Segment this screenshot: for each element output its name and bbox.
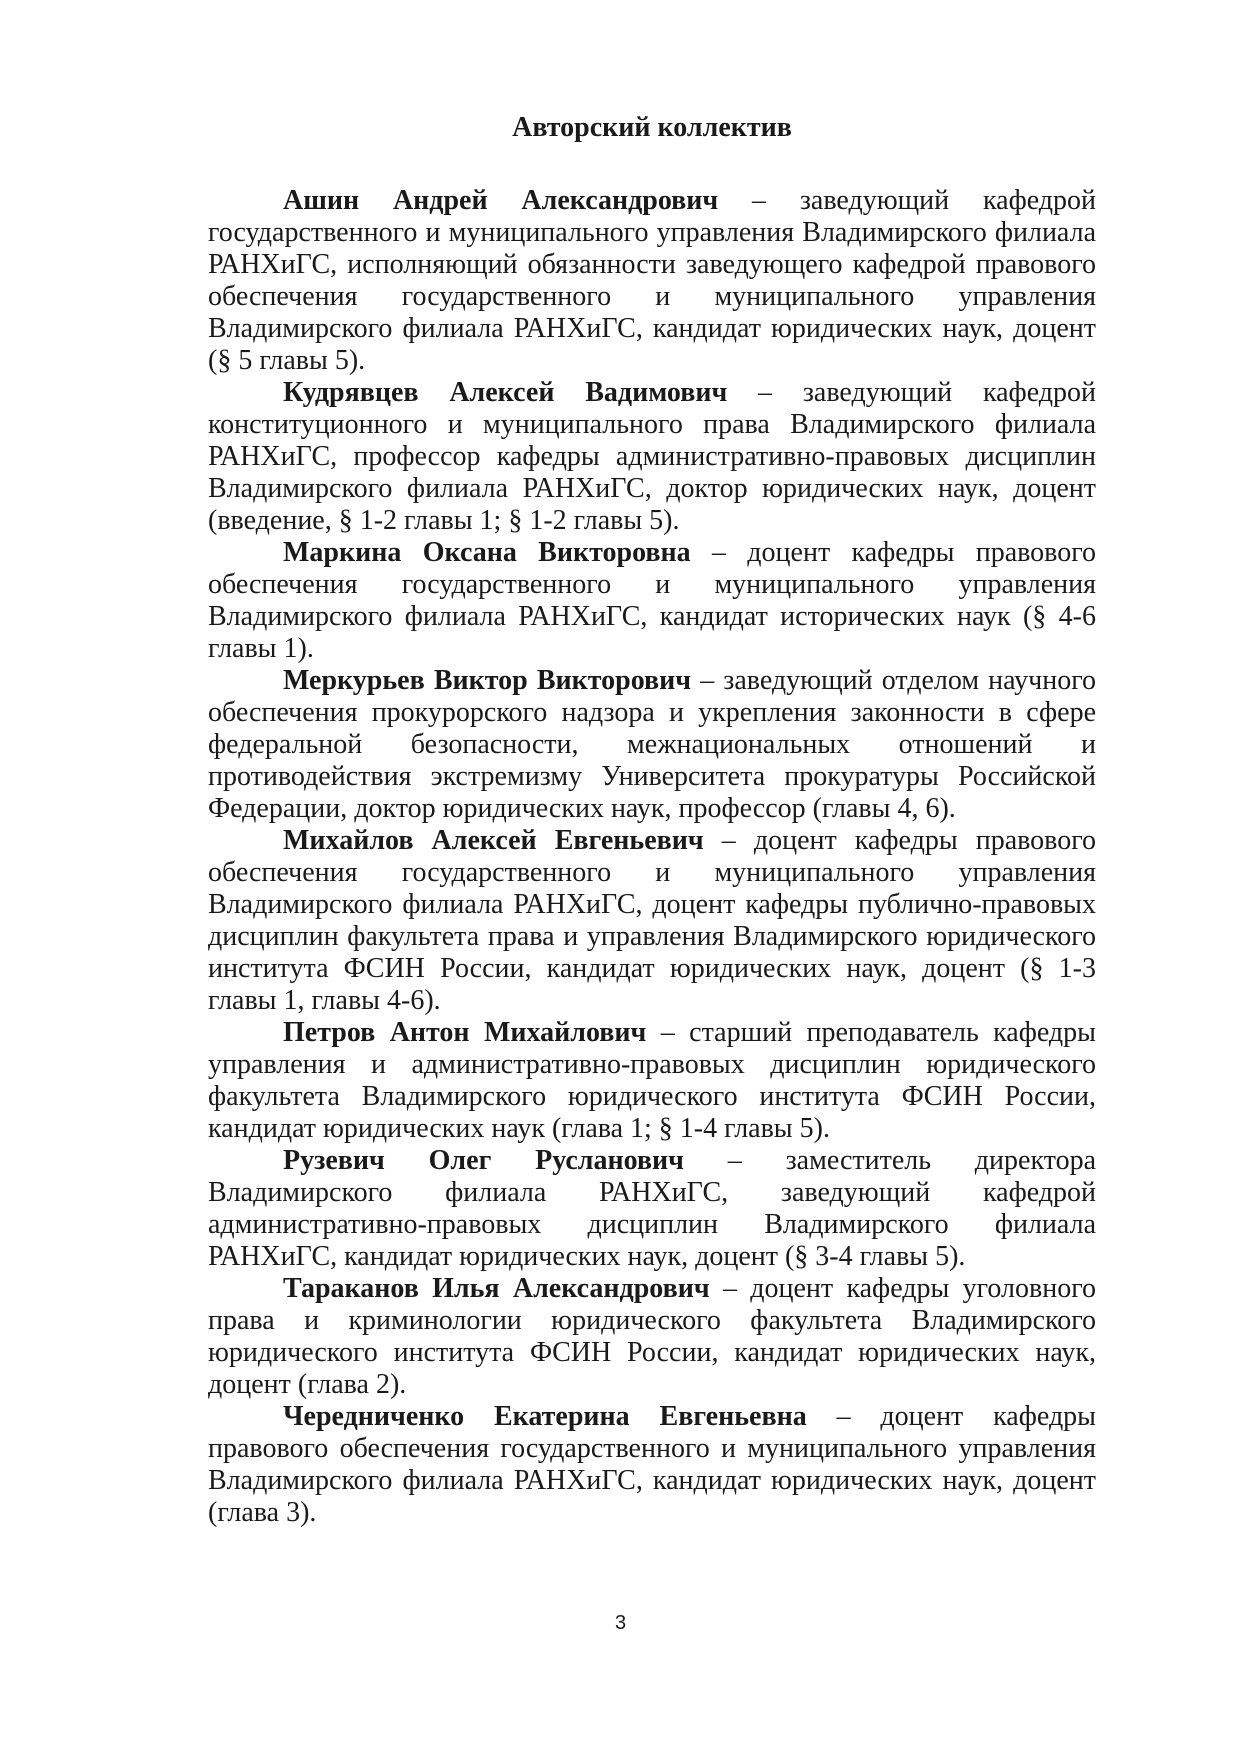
author-description: – доцент кафедры правового обеспечения государственного и муниципального управления Владимирского филиала РАНХиГС, кандидат юридических наук, доцент (глава 3).	[208, 1401, 1096, 1528]
author-entry	[208, 1273, 1096, 1401]
author-description: – заведующий кафедрой конституционного и муниципального права Владимирского филиала РАНХиГС, профессор кафедры административно-правовых дисциплин Владимирского филиала РАНХиГС, доктор юридических наук, доцент (введение, § 1-2 главы 1; § 1-2 главы 5).	[208, 377, 1096, 536]
author-name: Меркурьев Виктор Викторович	[283, 665, 692, 696]
author-name: Рузевич Олег Русланович	[283, 1145, 684, 1176]
author-entry	[208, 665, 1096, 825]
author-description: – доцент кафедры правового обеспечения государственного и муниципального управления Владимирского филиала РАНХиГС, доцент кафедры публично-правовых дисциплин факультета права и управления Владимирского юридического института ФСИН России, кандидат юридических наук, доцент (§ 1-3 главы 1, главы 4-6).	[208, 825, 1096, 1016]
author-name: Маркина Оксана Викторовна	[283, 537, 691, 568]
author-entry	[208, 537, 1096, 665]
author-name: Тараканов Илья Александрович	[283, 1273, 710, 1304]
page-title: Авторский коллектив	[512, 112, 792, 143]
author-name: Кудрявцев Алексей Вадимович	[283, 377, 728, 408]
author-description: – заведующий кафедрой государственного и муниципального управления Владимирского филиала РАНХиГС, исполняющий обязанности заведующего кафедрой правового обеспечения государственного и муниципального управления Владимирского филиала РАНХиГС, кандидат юридических наук, доцент (§ 5 главы 5).	[208, 185, 1096, 376]
author-entry	[208, 1017, 1096, 1145]
author-description: – доцент кафедры правового обеспечения государственного и муниципального управления Владимирского филиала РАНХиГС, кандидат исторических наук (§ 4-6 главы 1).	[208, 537, 1096, 664]
author-description: – заместитель директора Владимирского филиала РАНХиГС, заведующий кафедрой административно-правовых дисциплин Владимирского филиала РАНХиГС, кандидат юридических наук, доцент (§ 3-4 главы 5).	[208, 1145, 1096, 1272]
author-entry	[208, 377, 1096, 537]
author-description: – доцент кафедры уголовного права и криминологии юридического факультета Владимирского юридического института ФСИН России, кандидат юридических наук, доцент (глава 2).	[208, 1273, 1096, 1400]
author-name: Петров Антон Михайлович	[283, 1017, 647, 1048]
author-name: Ашин Андрей Александрович	[283, 185, 719, 216]
document-page	[208, 112, 1096, 1529]
author-entry	[208, 1401, 1096, 1529]
author-entry	[208, 1145, 1096, 1273]
author-name: Чередниченко Екатерина Евгеньевна	[283, 1401, 807, 1432]
author-description: – старший преподаватель кафедры управления и административно-правовых дисциплин юридического факультета Владимирского юридического института ФСИН России, кандидат юридических наук (глава 1; § 1-4 главы 5).	[208, 1017, 1096, 1144]
page-number: 3	[614, 1612, 627, 1634]
author-entry	[208, 825, 1096, 1017]
author-entry	[208, 185, 1096, 377]
author-description: – заведующий отделом научного обеспечения прокурорского надзора и укрепления законности в сфере федеральной безопасности, межнациональных отношений и противодействия экстремизму Университета прокуратуры Российской Федерации, доктор юридических наук, профессор (главы 4, 6).	[208, 665, 1096, 824]
author-name: Михайлов Алексей Евгеньевич	[283, 825, 704, 856]
